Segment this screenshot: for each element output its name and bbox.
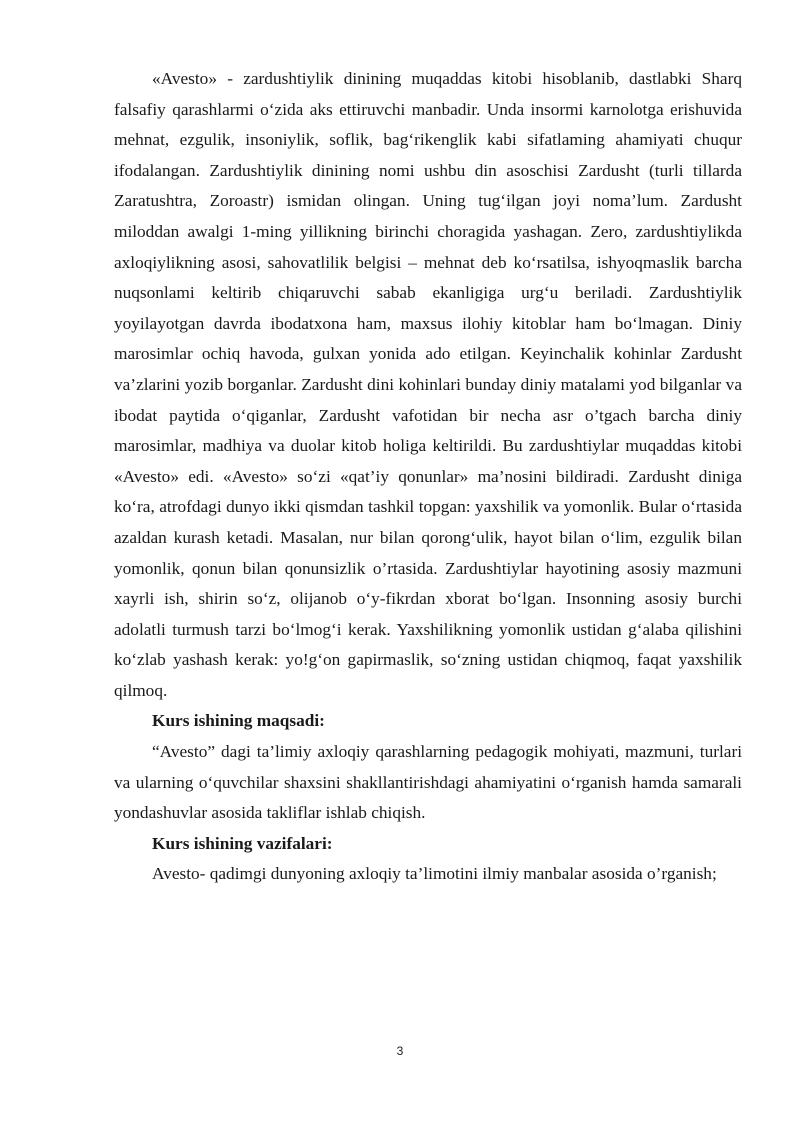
body-paragraph-avesto: «Avesto» - zardushtiylik dinining muqaddas kitobi hisoblanib, dastlabki Sharq falsafiy qarashlarmi o‘zida aks ettiruvchi manbadir. Unda insormi karnolotga erishuvida mehnat, ezgulik, insoniylik, soflik, bag‘rikenglik kabi sifatlaming ahamiyati chuqur ifodalangan. Zardushtiylik dinining nomi ushbu din asoschisi Zardusht (turli tillarda Zaratushtra, Zoroastr) ismidan olingan. Uning tug‘ilgan joyi noma’lum. Zardusht miloddan awalgi 1-ming yillikning birinchi choragida yashagan. Zero, zardushtiylikda axloqiylikning asosi, sahovatlilik belgisi – mehnat deb ko‘rsatilsa, ishyoqmaslik barcha nuqsonlami keltirib chiqaruvchi sabab ekanligiga urg‘u beriladi. Zardushtiylik yoyilayotgan davrda ibodatxona ham, maxsus ilohiy kitoblar ham bo‘lmagan. Diniy marosimlar ochiq havoda, gulxan yonida ado etilgan. Keyinchalik kohinlar Zardusht va’zlarini yozib borganlar. Zardusht dini kohinlari bunday diniy matalami yod bilganlar va ibodat paytida o‘qiganlar, Zardusht vafotidan bir necha asr o’tgach barcha diniy marosimlar, madhiya va duolar kitob holiga keltirildi. Bu zardushtiylar muqaddas kitobi «Avesto» edi. «Avesto» so‘zi «qat’iy qonunlar» ma’nosini bildiradi. Zardusht diniga ko‘ra, atrofdagi dunyo ikki qismdan tashkil topgan: yaxshilik va yomonlik. Bular o‘rtasida azaldan kurash ketadi. Masalan, nur bilan qorong‘ulik, hayot bilan o‘lim, ezgulik bilan yomonlik, qonun bilan qonunsizlik o’rtasida. Zardushtiylar hayotining asosiy mazmuni xayrli ish, shirin so‘z, olijanob o‘y-fikrdan xborat bo‘lgan. Insonning asosiy burchi adolatli turmush tarzi bo‘lmog‘i kerak. Yaxshilikning yomonlik ustidan g‘alaba qilishini ko‘zlab yashash kerak: yo!g‘on gapirmaslik, so‘zning ustidan chiqmoq, faqat yaxshilik qilmoq. [114,69,742,700]
heading-course-goal: Kurs ishining maqsadi: [152,711,325,731]
page-number: 3 [396,1044,404,1058]
document-page [114,64,742,890]
body-paragraph-tasks: Avesto- qadimgi dunyoning axloqiy ta’limotini ilmiy manbalar asosida o’rganish; [152,864,717,884]
body-paragraph-goal: “Avesto” dagi ta’limiy axloqiy qarashlarning pedagogik mohiyati, mazmuni, turlari va ularning o‘quvchilar shaxsini shakllantirishdagi ahamiyatini o‘rganish hamda samarali yondashuvlar asosida takliflar ishlab chiqish. [114,742,742,823]
heading-course-tasks: Kurs ishining vazifalari: [152,833,333,853]
